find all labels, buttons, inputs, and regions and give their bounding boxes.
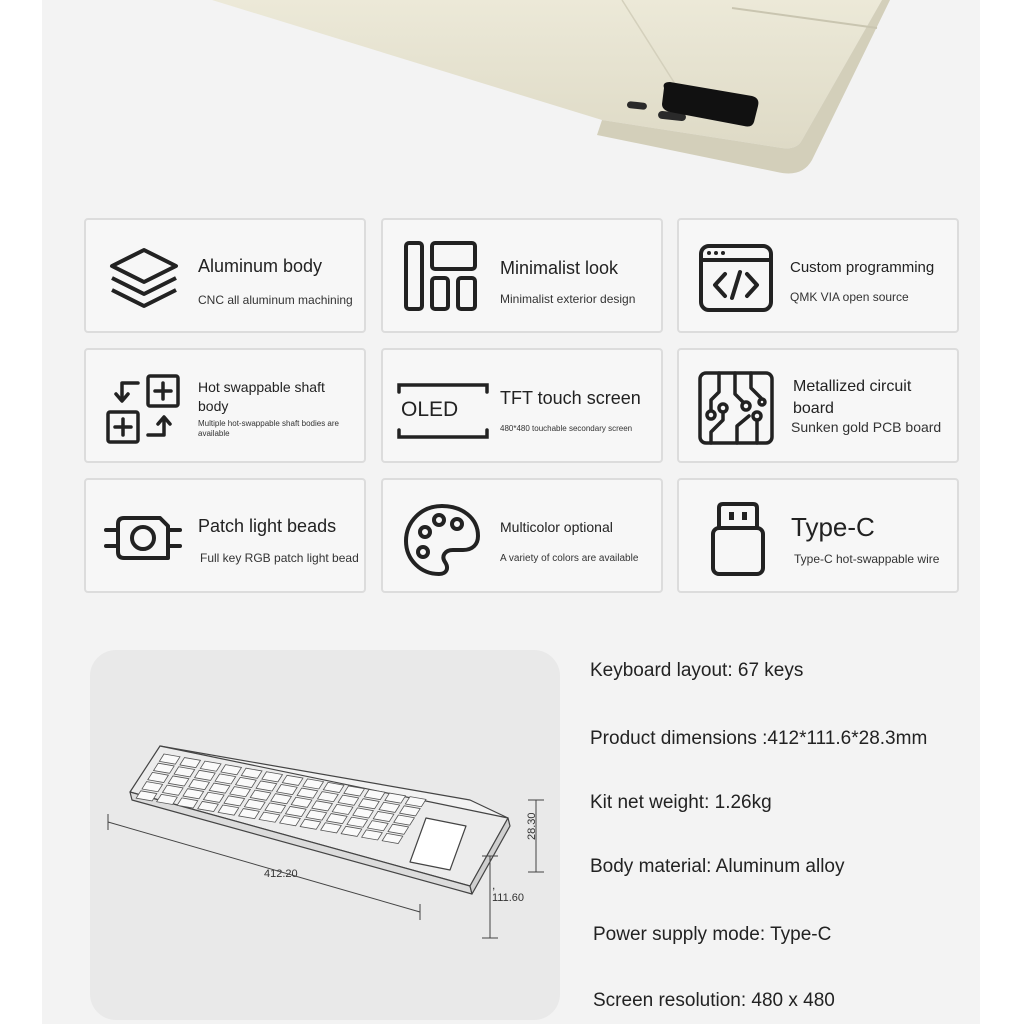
- feature-desc: 480*480 touchable secondary screen: [500, 424, 633, 433]
- feature-card-custom-programming: [677, 218, 959, 333]
- oled-label: OLED: [401, 398, 459, 421]
- feature-card-hot-swappable: [84, 348, 366, 463]
- depth-dimension-label: 111.60: [492, 892, 525, 904]
- spec-weight: Kit net weight: 1.26kg: [590, 792, 772, 813]
- spec-keyboard-layout: Keyboard layout: 67 keys: [590, 660, 804, 681]
- swap-plus-icon: [104, 370, 184, 446]
- keyboard-photo: [42, 0, 980, 200]
- palette-icon: [403, 502, 481, 578]
- feature-card-light-beads: [84, 478, 366, 593]
- feature-title: TFT touch screen: [500, 388, 641, 408]
- feature-desc: Multiple hot-swappable shaft bodies are available: [198, 419, 339, 438]
- feature-card-circuit-board: [677, 348, 959, 463]
- feature-card-type-c: [677, 478, 959, 593]
- spec-screen-resolution: Screen resolution: 480 x 480: [593, 990, 835, 1011]
- feature-desc: QMK VIA open source: [790, 290, 909, 304]
- feature-title: Type-C: [791, 512, 875, 542]
- layout-grid-icon: [401, 238, 481, 314]
- feature-title: Minimalist look: [500, 258, 619, 278]
- feature-title: Patch light beads: [198, 516, 337, 536]
- feature-desc: A variety of colors are available: [500, 553, 639, 564]
- length-dimension-label: 412.20: [264, 868, 298, 880]
- feature-card-aluminum-body: [84, 218, 366, 333]
- dimension-diagram: [90, 650, 560, 1020]
- spec-body-material: Body material: Aluminum alloy: [590, 856, 845, 877]
- layers-icon: [104, 240, 184, 316]
- spec-power-supply: Power supply mode: Type-C: [593, 924, 832, 945]
- feature-title: Hot swappable shaft body: [198, 379, 325, 414]
- feature-desc: Sunken gold PCB board: [791, 419, 942, 435]
- feature-title: Aluminum body: [198, 256, 323, 276]
- feature-card-multicolor: [381, 478, 663, 593]
- height-dimension-label: 28.30: [526, 812, 538, 840]
- led-chip-icon: [104, 510, 184, 566]
- comma-mark: ,: [492, 878, 496, 892]
- feature-title: Metallized circuit board: [793, 378, 912, 417]
- usb-c-icon: [707, 500, 769, 580]
- spec-dimensions: Product dimensions :412*111.6*28.3mm: [590, 728, 928, 749]
- feature-desc: Type-C hot-swappable wire: [794, 552, 940, 566]
- feature-title: Custom programming: [790, 259, 935, 276]
- feature-desc: Full key RGB patch light bead: [200, 551, 359, 565]
- feature-card-minimalist-look: [381, 218, 663, 333]
- feature-desc: Minimalist exterior design: [500, 292, 636, 306]
- circuit-board-icon: [697, 370, 775, 446]
- feature-title: Multicolor optional: [500, 519, 613, 535]
- feature-desc: CNC all aluminum machining: [198, 293, 353, 307]
- feature-card-touch-screen: [381, 348, 663, 463]
- code-window-icon: [697, 242, 775, 314]
